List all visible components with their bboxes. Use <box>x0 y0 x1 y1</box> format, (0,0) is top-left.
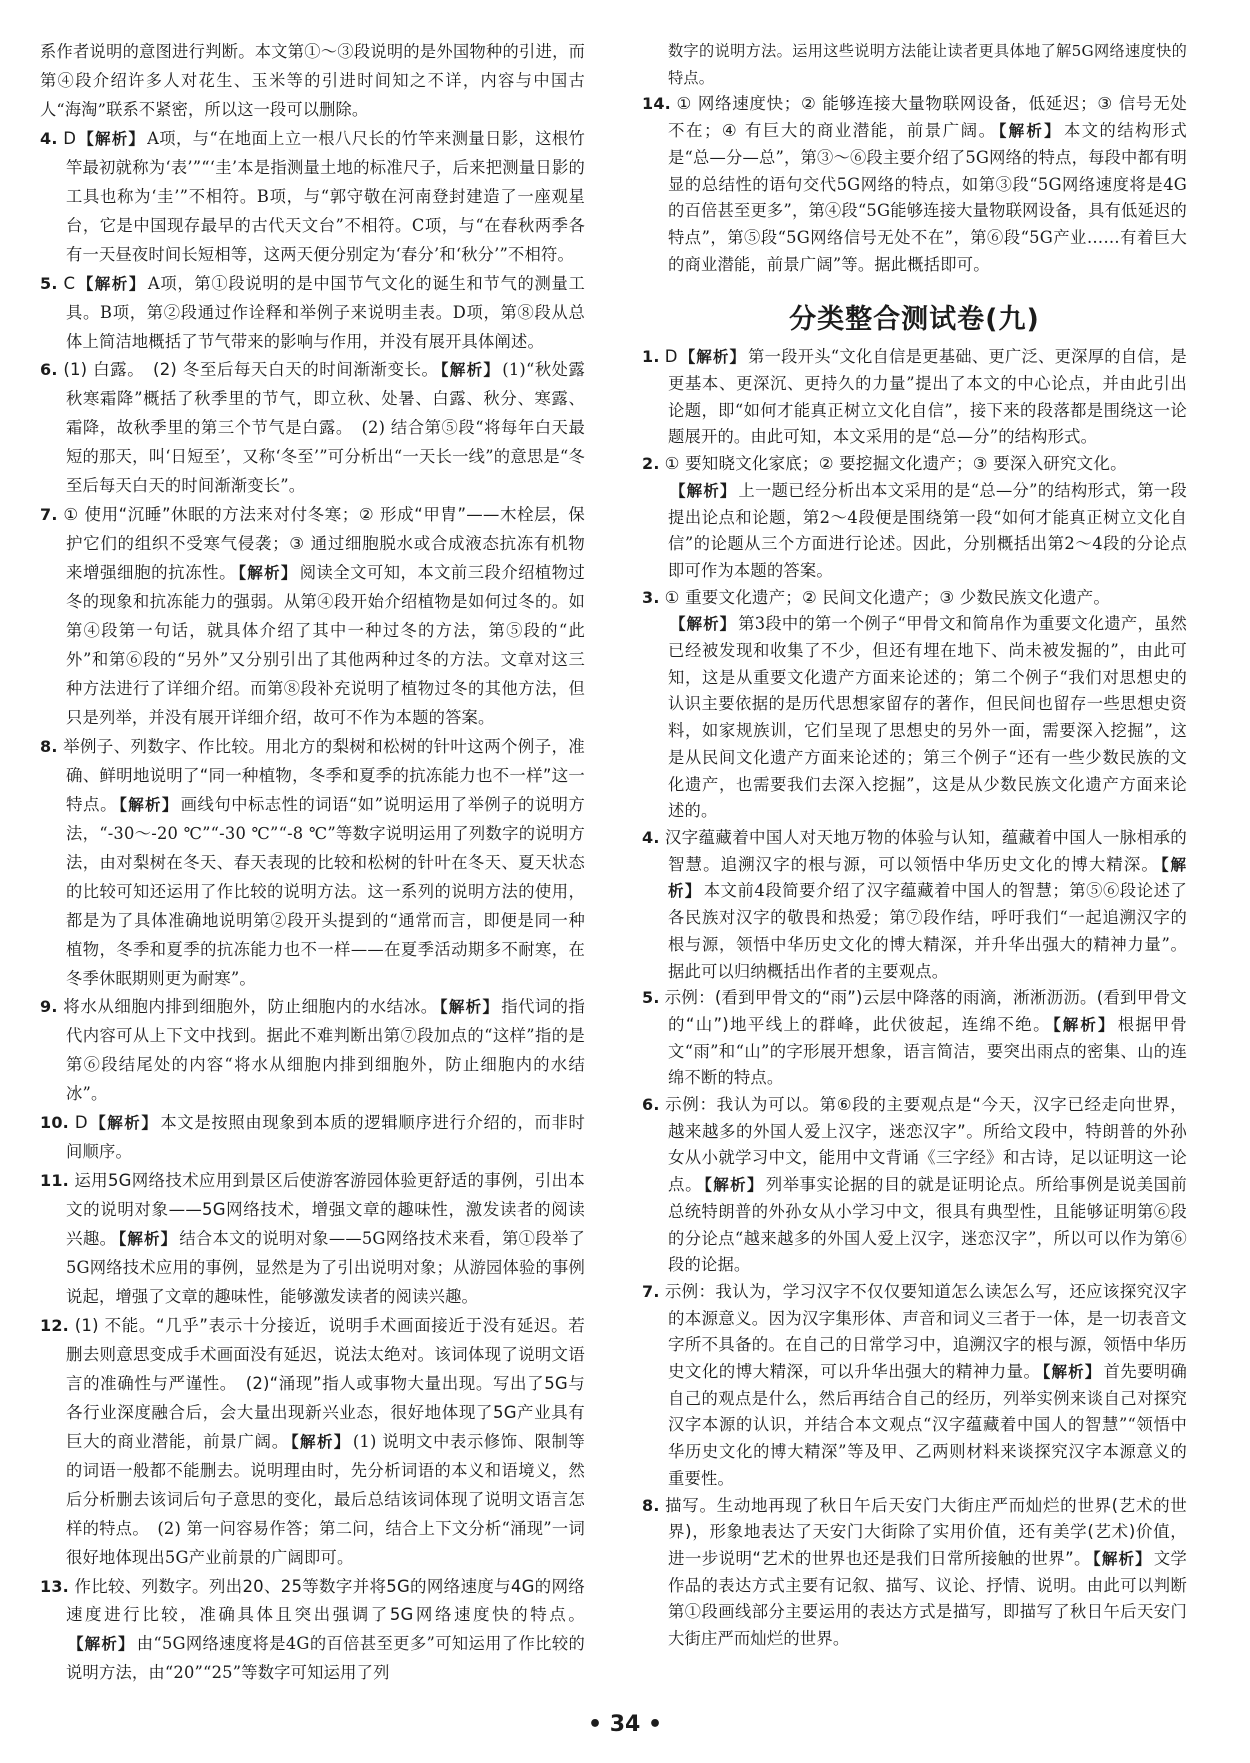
item-answer: D <box>63 128 77 148</box>
answer-item <box>642 344 1187 451</box>
item-number: 3. <box>642 587 660 607</box>
item-explanation: (1) 说明文中表示修饰、限制等的词语一般都不能删去。说明理由时，先分析词语的本义和语境义，然后分析删去该词后句子意思的变化，最后总结该词体现了说明文语言怎样的特点。 (2) 第一问容易作答；第二问，结合上下文分析“涌现”一词很好地体现出5G产业前景的广阔即可。 <box>66 1431 585 1567</box>
item-answer: ① 要知晓文化家底；② 要挖掘文化遗产；③ 要深入研究文化。 <box>664 454 1127 474</box>
item-number: 12. <box>40 1315 69 1335</box>
left-column <box>40 38 585 1688</box>
item-number: 2. <box>642 454 660 474</box>
item-explanation: A项，第①段说明的是中国节气文化的诞生和节气的测量工具。B项，第②段通过作诠释和举例子来说明圭表。D项，第⑧段从总体上简洁地概括了节气带来的影响与作用，并没有展开具体阐述。 <box>66 273 585 351</box>
answer-item <box>642 1493 1187 1653</box>
item-number: 1. <box>642 347 660 367</box>
item-answer: 运用5G网络技术应用到景区后使游客游园体验更舒适的事例，引出本文的说明对象——5G网络技术，增强文章的趣味性，激发读者的阅读兴趣。 <box>66 1171 585 1249</box>
analysis-tag: 【解析】 <box>1052 1015 1116 1034</box>
item-answer: ① 网络速度快；② 能够连接大量物联网设备，低延迟；③ 信号无处不在；④ 有巨大的商业潜能，前景广阔。 <box>668 94 1187 141</box>
item-number: 6. <box>40 360 58 380</box>
analysis-tag: 【解析】 <box>119 795 179 814</box>
answer-item <box>40 270 585 357</box>
item-number: 8. <box>40 736 58 756</box>
analysis-tag: 【解析】 <box>77 274 146 293</box>
item-answer: (1) 白露。 (2) 冬至后每天白天的时间渐渐变长。 <box>63 360 439 380</box>
answer-item <box>642 585 1187 825</box>
item-number: 14. <box>642 94 671 114</box>
item-explanation: 阅读全文可知，本文前三段介绍植物过冬的现象和抗冻能力的强弱。从第④段开始介绍植物是如何过冬的。如第④段第一句话，就具体介绍了其中一种过冬的方法，第⑤段的“此外”和第⑥段的“另外”又分别引出了其他两种过冬的方法。文章对这三种方法进行了详细介绍。而第⑧段补充说明了植物过冬的其他方法，但只是列举，并没有展开详细介绍，故可不作为本题的答案。 <box>66 563 585 727</box>
item-explanation: 文学作品的表达方式主要有记叙、描写、议论、抒情、说明。由此可以判断第①段画线部分主要运用的表达方式是描写，即描写了秋日午后天安门大街庄严而灿烂的世界。 <box>668 1548 1187 1649</box>
item-number: 4. <box>40 128 58 148</box>
item-number: 5. <box>642 988 660 1008</box>
item-explanation: 根据甲骨文“雨”和“山”的字形展开想象，语言简洁，要突出雨点的密集、山的连绵不断的特点。 <box>668 1014 1187 1088</box>
item-explanation: 列举事实论据的目的就是证明论点。所给事例是说美国前总统特朗普的外孙女从小学习中文，很具有典型性，且能够证明第⑥段的分论点“越来越多的外国人爱上汉字，迷恋汉字”，所以可以作为第⑥段的论据。 <box>668 1175 1187 1275</box>
item-number: 9. <box>40 997 58 1017</box>
analysis-tag: 【解析】 <box>238 564 298 583</box>
analysis-tag: 【解析】 <box>670 615 737 634</box>
answer-item <box>40 993 585 1109</box>
item-explanation: 第3段中的第一个例子“甲骨文和简帛作为重要文化遗产，虽然已经被发现和收集了不少，但还有埋在地下、尚未被发掘的”，由此可知，这是从重要文化遗产方面来论述的；第二个例子“我们对思想史的认识主要依据的是历代思想家留存的著作，但民间也留存一些思想史资料，如家规族训，它们呈现了思想史的另外一面，需要深入挖掘”，这是从民间文化遗产方面来论述的；第三个例子“还有一些少数民族的文化遗产，也需要我们去深入挖掘”，这是从少数民族文化遗产方面来论述的。 <box>668 614 1187 821</box>
item-number: 7. <box>642 1281 660 1301</box>
item-explanation: (1)“秋处露秋寒霜降”概括了秋季里的节气，即立秋、处暑、白露、秋分、寒露、霜降，故秋季里的第三个节气是白露。 (2) 结合第⑤段“将每年白天最短的那天，叫‘日短至’，又称‘冬至’”可分析出“一天长一线”的意思是“冬至后每天白天的时间渐渐变长”。 <box>66 360 585 496</box>
answer-item <box>642 985 1187 1092</box>
analysis-tag: 【解析】 <box>668 855 1187 901</box>
analysis-tag: 【解析】 <box>998 122 1062 141</box>
item-explanation: 指代词的指代内容可从上下文中找到。据此不难判断出第⑦段加点的“这样”指的是第⑥段结尾处的内容“将水从细胞内排到细胞外，防止细胞内的水结冰”。 <box>66 997 585 1104</box>
answer-item <box>40 501 585 733</box>
item-explanation: 结合本文的说明对象——5G网络技术来看，第①段举了5G网络技术应用的事例，显然是为了引出说明对象；从游园体验的事例说起，增强了文章的趣味性，能够激发读者的阅读兴趣。 <box>66 1229 585 1306</box>
continued-paragraph: 数字的说明方法。运用这些说明方法能让读者更具体地了解5G网络速度快的特点。 <box>668 42 1187 87</box>
item-explanation: 本文是按照由现象到本质的逻辑顺序进行介绍的，而非时间顺序。 <box>66 1113 585 1162</box>
answer-item <box>642 451 1187 585</box>
item-answer: 作比较、列数字。列出20、25等数字并将5G的网络速度与4G的网络速度进行比较，准确具体且突出强调了5G网络速度快的特点。 <box>66 1576 585 1625</box>
item-number: 4. <box>642 827 660 847</box>
item-explanation: 第一段开头“文化自信是更基础、更广泛、更深厚的自信，是更基本、更深沉、更持久的力量”提出了本文的中心论点，并由此引出论题，即“如何才能真正树立文化自信”，接下来的段落都是围绕这一论题展开的。由此可知，本文采用的是“总—分”的结构形式。 <box>668 347 1187 447</box>
analysis-tag: 【解析】 <box>290 1432 351 1451</box>
item-number: 5. <box>40 273 58 293</box>
continued-paragraph: 系作者说明的意图进行判断。本文第①～③段说明的是外国物种的引进，而第④段介绍许多人对花生、玉米等的引进时间知之不详，内容与中国古人“海淘”联系不紧密，所以这一段可以删除。 <box>40 42 585 119</box>
item-answer: 示例：我认为，学习汉字不仅仅要知道怎么读怎么写，还应该探究汉字的本源意义。因为汉字集形体、声音和词义三者于一体，是一切表音文字所不具备的。在自己的日常学习中，追溯汉字的根与源，领悟中华历史文化的博大精深，可以升华出强大的精神力量。 <box>664 1281 1188 1382</box>
analysis-tag: 【解析】 <box>704 1176 764 1195</box>
analysis-tag: 【解析】 <box>118 1230 178 1249</box>
page-number: • 34 • <box>587 1712 663 1737</box>
analysis-tag: 【解析】 <box>439 998 500 1017</box>
answer-item <box>40 1573 585 1689</box>
item-answer: 汉字蕴藏着中国人对天地万物的体验与认知，蕴藏着中国人一脉相承的智慧。追溯汉字的根与源，可以领悟中华历史文化的博大精深。 <box>664 827 1188 874</box>
item-answer: 示例：我认为可以。第⑥段的主要观点是“今天，汉字已经走向世界，越来越多的外国人爱上汉字，迷恋汉字”。所给文段中，特朗普的外孙女从小就学习中文，能用中文背诵《三字经》和古诗，足以证明这一论点。 <box>665 1095 1188 1195</box>
section-title: 分类整合测试卷(九) <box>789 304 1040 336</box>
item-explanation: A项，与“在地面上立一根八尺长的竹竿来测量日影，这根竹竿最初就称为‘表’”“‘圭’本是指测量土地的标准尺子，后来把测量日影的工具也称为‘圭’”不相符。B项，与“郭守敬在河南登封建造了一座观星台，它是中国现存最早的古代天文台”不相符。C项，与“在春秋两季各有一天昼夜时间长短相等，这两天便分别定为‘春分’和‘秋分’”不相符。 <box>66 128 585 264</box>
item-explanation: 上一题已经分析出本文采用的是“总—分”的结构形式，第一段提出论点和论题，第2～4段便是围绕第一段“如何才能真正树立文化自信”的论题从三个方面进行论述。因此，分别概括出第2～4段的分论点即可作为本题的答案。 <box>668 480 1187 580</box>
item-explanation: 由“5G网络速度将是4G的百倍甚至更多”可知运用了作比较的说明方法，由“20”“25”等数字可知运用了列 <box>66 1634 585 1683</box>
analysis-tag: 【解析】 <box>440 361 501 380</box>
item-number: 11. <box>40 1171 69 1191</box>
analysis-tag: 【解析】 <box>670 481 737 500</box>
answer-item <box>40 1312 585 1573</box>
answer-item <box>642 825 1187 985</box>
analysis-tag: 【解析】 <box>1092 1549 1152 1568</box>
item-answer: 描写。生动地再现了秋日午后天安门大街庄严而灿烂的世界(艺术的世界)，形象地表达了天安门大街除了实用价值，还有美学(艺术)价值，进一步说明“艺术的世界也还是我们日常所接触的世界”。 <box>665 1495 1188 1568</box>
answer-item <box>40 733 585 994</box>
analysis-tag: 【解析】 <box>78 129 146 148</box>
answer-item <box>642 1092 1187 1279</box>
item-explanation: 本文前4段简要介绍了汉字蕴藏着中国人的智慧；第⑤⑥段论述了各民族对汉字的敬畏和热爱；第⑦段作结，呼吁我们“一起追溯汉字的根与源，领悟中华历史文化的博大精深，并升华出强大的精神力量”。据此可以归纳概括出作者的主要观点。 <box>668 881 1187 981</box>
item-number: 8. <box>642 1495 660 1515</box>
analysis-tag: 【解析】 <box>1042 1363 1102 1382</box>
answer-item <box>40 1167 585 1312</box>
answer-item <box>40 1109 585 1167</box>
item-answer: (1) 不能。“几乎”表示十分接近，说明手术画面接近于没有延迟。若删去则意思变成手术画面没有延迟，说法太绝对。该词体现了说明文语言的准确性与严谨性。 (2)“涌现”指人或事物大量出现。写出了5G与各行业深度融合后，会大量出现新兴业态，很好地体现了5G产业具有巨大的商业潜能，前景广阔。 <box>66 1315 585 1451</box>
right-column <box>642 38 1187 1653</box>
analysis-tag: 【解析】 <box>679 348 747 367</box>
item-number: 10. <box>40 1113 69 1133</box>
answer-item <box>642 91 1187 278</box>
item-explanation: 首先要明确自己的观点是什么，然后再结合自己的经历，列举实例来谈自己对探究汉字本源的认识，并结合本文观点“汉字蕴藏着中国人的智慧”“领悟中华历史文化的博大精深”等及甲、乙两则材料来谈探究汉字本源意义的重要性。 <box>668 1362 1187 1488</box>
item-answer: 将水从细胞内排到细胞外，防止细胞内的水结冰。 <box>63 997 438 1017</box>
analysis-tag: 【解析】 <box>68 1635 135 1654</box>
analysis-tag: 【解析】 <box>89 1114 159 1133</box>
answer-item <box>40 125 585 270</box>
item-number: 7. <box>40 505 58 525</box>
answer-item <box>40 356 585 501</box>
item-answer: D <box>74 1113 88 1133</box>
item-number: 6. <box>642 1095 660 1115</box>
item-answer: C <box>63 273 76 293</box>
item-answer: 举例子、列数字、作比较。用北方的梨树和松树的针叶这两个例子，准确、鲜明地说明了“同一种植物，冬季和夏季的抗冻能力也不一样”这一特点。 <box>63 736 585 814</box>
item-explanation: 本文的结构形式是“总—分—总”，第③～⑥段主要介绍了5G网络的特点，每段中都有明显的总结性的语句交代5G网络的特点，如第③段“5G网络速度将是4G的百倍甚至更多”，第④段“5G能够连接大量物联网设备，具有低延迟的特点”，第⑤段“5G网络信号无处不在”，第⑥段“5G产业……有着巨大的商业潜能，前景广阔”等。据此概括即可。 <box>668 121 1187 274</box>
item-answer: ① 使用“沉睡”休眠的方法来对付冬寒；② 形成“甲胄”——木栓层，保护它们的组织不受寒气侵袭；③ 通过细胞脱水或合成液态抗冻有机物来增强细胞的抗冻性。 <box>63 505 585 583</box>
item-number: 13. <box>40 1576 69 1596</box>
item-answer: 示例：(看到甲骨文的“雨”)云层中降落的雨滴，淅淅沥沥。(看到甲骨文的“山”)地平线上的群峰，此伏彼起，连绵不绝。 <box>664 988 1187 1034</box>
item-answer: ① 重要文化遗产；② 民间文化遗产；③ 少数民族文化遗产。 <box>664 587 1111 607</box>
answer-item <box>642 1279 1187 1493</box>
item-explanation: 画线句中标志性的词语“如”说明运用了举例子的说明方法，“-30～-20 ℃”“-30 ℃”“-8 ℃”等数字说明运用了列数字的说明方法，由对梨树在冬天、春天表现的比较和松树的针叶在冬天、夏天状态的比较可知还运用了作比较的说明方法。这一系列的说明方法的使用，都是为了具体准确地说明第②段开头提到的“通常而言，即便是同一种植物，冬季和夏季的抗冻能力也不一样——在夏季活动期多不耐寒，在冬季休眠期则更为耐寒”。 <box>66 794 585 988</box>
item-answer: D <box>664 347 678 367</box>
